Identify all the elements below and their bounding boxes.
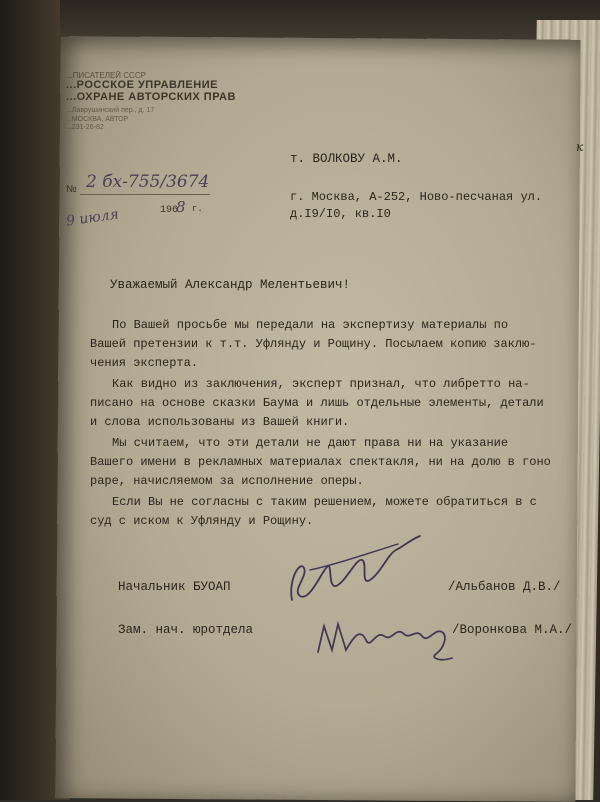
reference-number-handwritten: 2 бх-755/3674	[86, 172, 210, 192]
greeting: Уважаемый Александр Мелентьевич!	[110, 278, 351, 292]
body-line: раре, начисляемом за исполнение оперы.	[90, 474, 364, 488]
body-line: и слова использованы из Вашей книги.	[90, 415, 350, 429]
reference-prefix: №	[66, 184, 77, 195]
body-line: Как видно из заключения, эксперт признал, что либретто на-	[112, 377, 530, 391]
date-handwritten: 9 июля	[65, 206, 120, 230]
signatory-title: Зам. нач. юротдела	[118, 623, 254, 637]
letterhead-dept-2: ...ОХРАНЕ АВТОРСКИХ ПРАВ	[66, 90, 236, 103]
signatory-name: /Воронкова М.А./	[452, 623, 573, 637]
body-line: Если Вы не согласны с таким решением, можете обратиться в с	[112, 495, 537, 509]
body-line: Вашего имени в рекламных материалах спектакля, ни на долю в гоно	[90, 455, 551, 469]
letterhead-phone: ...231-26-82	[66, 124, 104, 132]
signatory-name: /Альбанов Д.В./	[448, 580, 561, 594]
year-suffix: г.	[192, 204, 203, 214]
recipient-name: т. ВОЛКОВУ А.М.	[290, 152, 403, 166]
body-line: По Вашей просьбе мы передали на экспертизу материалы по	[112, 318, 509, 332]
reference-underline	[80, 194, 210, 195]
letterhead-org: ...ПИСАТЕЛЕЙ СССР	[66, 71, 146, 80]
margin-mark: к	[576, 140, 584, 154]
recipient-address-line-2: д.I9/I0, кв.I0	[290, 207, 391, 221]
body-line: суд с иском к Уфлянду и Рощину.	[90, 514, 314, 528]
body-line: Мы считаем, что эти детали не дают права ни на указание	[112, 436, 509, 450]
letterhead	[66, 72, 266, 133]
letterhead-address: ...Лаврушинский пер., д. 17	[66, 107, 155, 115]
letterhead-telegraph: ...МОСКВА, АВТОР	[66, 115, 129, 123]
signatory-title: Начальник БУОАП	[118, 580, 231, 594]
body-line: Вашей претензии к т.т. Уфлянду и Рощину. Посылаем копию заклю-	[90, 337, 537, 351]
body-line: чения эксперта.	[90, 356, 199, 370]
year-handwritten: 8	[176, 198, 186, 216]
letterhead-dept: ...РОССКОЕ УПРАВЛЕНИЕ	[66, 79, 218, 92]
recipient-address-line: г. Москва, А-252, Ново-песчаная ул.	[290, 190, 543, 204]
body-line: писано на основе сказки Баума и лишь отдельные элементы, детали	[90, 396, 544, 410]
year-printed: 196	[160, 205, 179, 216]
signature-voronkova	[310, 606, 460, 666]
